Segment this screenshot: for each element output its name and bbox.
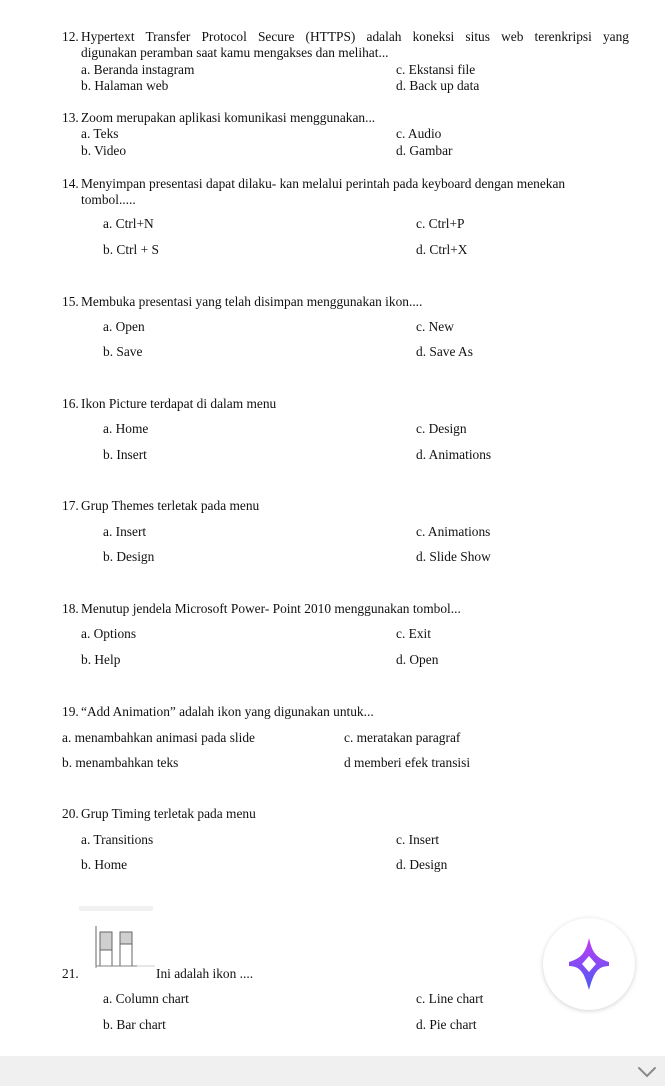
option-12-d: d. Back up data bbox=[396, 78, 480, 93]
option-17-d: d. Slide Show bbox=[416, 549, 491, 564]
column-chart-icon bbox=[79, 906, 155, 968]
question-21-text: Ini adalah ikon .... bbox=[156, 966, 254, 981]
option-18-d: d. Open bbox=[396, 652, 439, 667]
question-20-number: 20. bbox=[62, 806, 79, 821]
option-13-c: c. Audio bbox=[396, 126, 442, 141]
option-13-b: b. Video bbox=[81, 143, 127, 158]
question-21-number: 21. bbox=[62, 966, 79, 981]
option-13-a: a. Teks bbox=[81, 126, 119, 141]
question-16-number: 16. bbox=[62, 396, 79, 411]
option-18-a: a. Options bbox=[81, 626, 137, 641]
ai-assistant-button[interactable] bbox=[543, 918, 635, 1010]
question-19-text: “Add Animation” adalah ikon yang digunakan untuk... bbox=[81, 704, 374, 719]
option-18-c: c. Exit bbox=[396, 626, 431, 641]
option-14-c: c. Ctrl+P bbox=[416, 216, 465, 231]
question-17-number: 17. bbox=[62, 498, 79, 513]
option-20-d: d. Design bbox=[396, 857, 448, 872]
option-15-b: b. Save bbox=[103, 344, 143, 359]
question-12-number: 12. bbox=[62, 29, 79, 44]
option-17-c: c. Animations bbox=[416, 524, 491, 539]
question-12-text-line2: digunakan peramban saat kamu mengakses dan melihat... bbox=[81, 45, 389, 60]
chevron-down-icon[interactable] bbox=[637, 1064, 657, 1080]
option-21-b: b. Bar chart bbox=[103, 1017, 166, 1032]
option-13-d: d. Gambar bbox=[396, 143, 453, 158]
question-15-text: Membuka presentasi yang telah disimpan menggunakan ikon.... bbox=[81, 294, 423, 309]
option-21-a: a. Column chart bbox=[103, 991, 189, 1006]
option-19-c: c. meratakan paragraf bbox=[344, 730, 461, 745]
question-14-text-line1: Menyimpan presentasi dapat dilaku- kan melalui perintah pada keyboard dengan menekan bbox=[81, 176, 566, 191]
option-14-d: d. Ctrl+X bbox=[416, 242, 468, 257]
option-18-b: b. Help bbox=[81, 652, 121, 667]
option-14-a: a. Ctrl+N bbox=[103, 216, 154, 231]
option-17-b: b. Design bbox=[103, 549, 155, 564]
question-13-number: 13. bbox=[62, 110, 79, 125]
question-20-text: Grup Timing terletak pada menu bbox=[81, 806, 256, 821]
option-19-a: a. menambahkan animasi pada slide bbox=[62, 730, 255, 745]
question-18-number: 18. bbox=[62, 601, 79, 616]
option-14-b: b. Ctrl + S bbox=[103, 242, 159, 257]
option-16-a: a. Home bbox=[103, 421, 149, 436]
option-17-a: a. Insert bbox=[103, 524, 147, 539]
option-15-d: d. Save As bbox=[416, 344, 473, 359]
option-12-a: a. Beranda instagram bbox=[81, 62, 195, 77]
question-17-text: Grup Themes terletak pada menu bbox=[81, 498, 260, 513]
option-20-b: b. Home bbox=[81, 857, 128, 872]
option-21-d: d. Pie chart bbox=[416, 1017, 477, 1032]
question-14-text-line2: tombol..... bbox=[81, 192, 136, 207]
option-15-c: c. New bbox=[416, 319, 454, 334]
question-18-text: Menutup jendela Microsoft Power- Point 2010 menggunakan tombol... bbox=[81, 601, 461, 616]
option-12-c: c. Ekstansi file bbox=[396, 62, 476, 77]
option-20-a: a. Transitions bbox=[81, 832, 154, 847]
question-13-text: Zoom merupakan aplikasi komunikasi menggunakan... bbox=[81, 110, 376, 125]
option-16-b: b. Insert bbox=[103, 447, 147, 462]
option-21-c: c. Line chart bbox=[416, 991, 484, 1006]
option-16-c: c. Design bbox=[416, 421, 467, 436]
question-12-text-line1: Hypertext Transfer Protocol Secure (HTTPS) adalah koneksi situs web terenkripsi yang bbox=[81, 29, 629, 44]
option-15-a: a. Open bbox=[103, 319, 145, 334]
question-19-number: 19. bbox=[62, 704, 79, 719]
sparkle-star-icon bbox=[565, 936, 613, 992]
question-16-text: Ikon Picture terdapat di dalam menu bbox=[81, 396, 277, 411]
bottom-bar bbox=[0, 1056, 665, 1086]
option-19-d: d memberi efek transisi bbox=[344, 755, 471, 770]
option-19-b: b. menambahkan teks bbox=[62, 755, 179, 770]
option-16-d: d. Animations bbox=[416, 447, 492, 462]
option-20-c: c. Insert bbox=[396, 832, 440, 847]
question-15-number: 15. bbox=[62, 294, 79, 309]
option-12-b: b. Halaman web bbox=[81, 78, 169, 93]
question-14-number: 14. bbox=[62, 176, 79, 191]
